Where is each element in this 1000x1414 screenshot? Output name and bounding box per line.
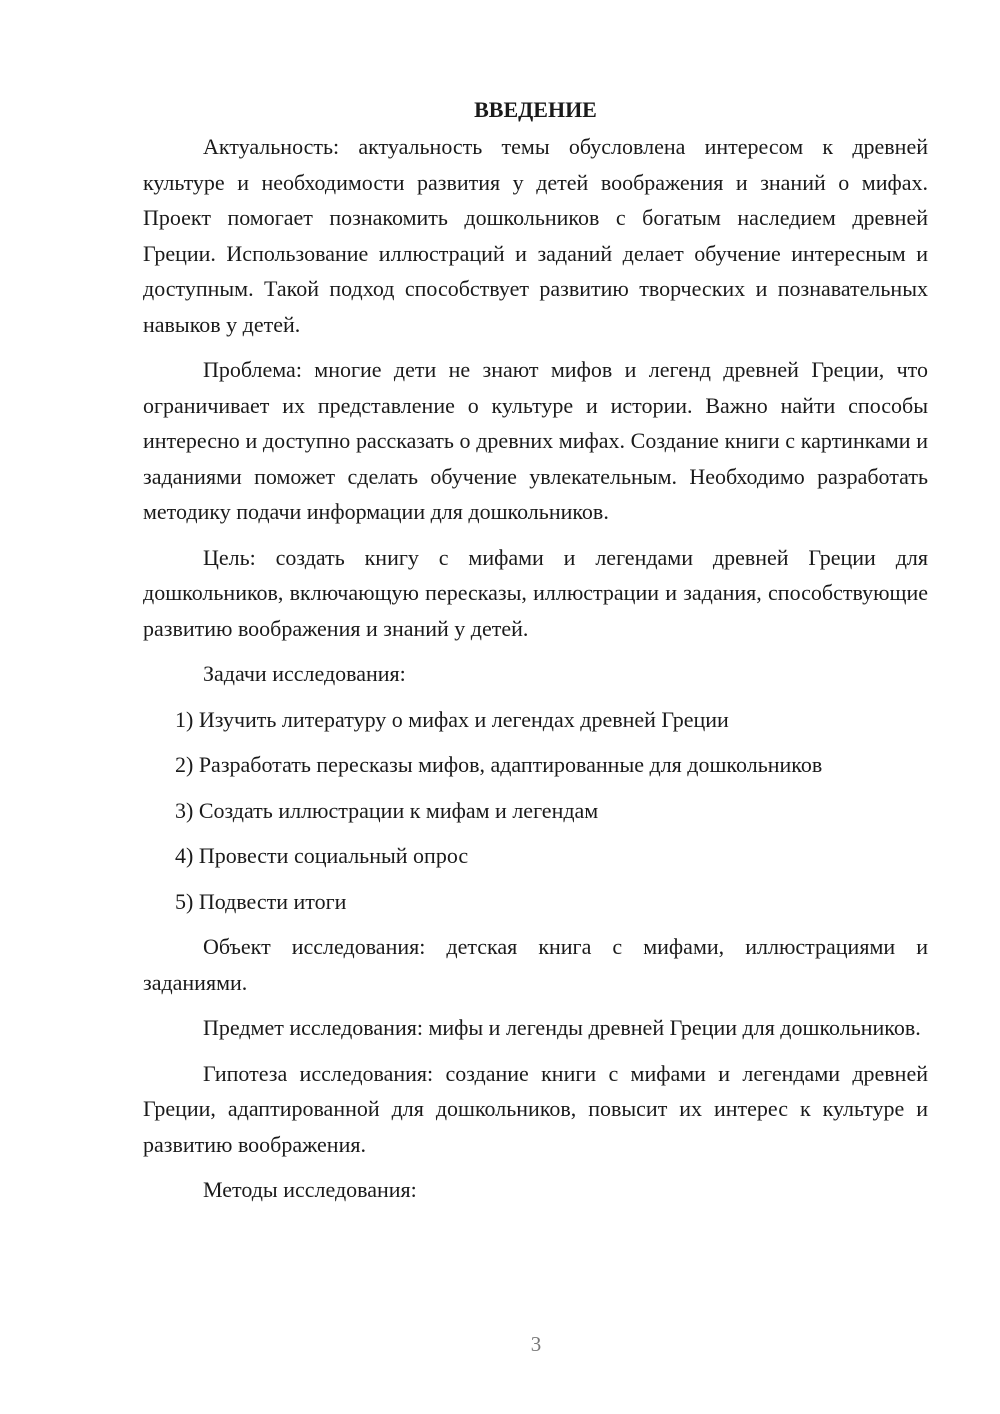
- relevance-paragraph: Актуальность: актуальность темы обусловлена интересом к древней культуре и необходимости развития у детей воображения и знаний о мифах. Проект помогает познакомить дошкольников с богатым наследием древней Греции. Использование иллюстраций и заданий делает обучение интересным и доступным. Такой подход способствует развитию творческих и познавательных навыков у детей.: [143, 134, 928, 337]
- section-heading: ВВЕДЕНИЕ: [474, 97, 597, 122]
- hypothesis-paragraph: Гипотеза исследования: создание книги с мифами и легендами древней Греции, адаптированной для дошкольников, повысит их интерес к культуре и развитию воображения.: [143, 1060, 928, 1157]
- task-item: 3) Создать иллюстрации к мифам и легендам: [175, 797, 599, 823]
- task-item: 4) Провести социальный опрос: [175, 843, 469, 868]
- task-item: 1) Изучить литературу о мифах и легендах древней Греции: [175, 706, 729, 732]
- methods-label: Методы исследования:: [203, 1177, 417, 1202]
- problem-paragraph: Проблема: многие дети не знают мифов и легенд древней Греции, что ограничивает их представление о культуре и истории. Важно найти способы интересно и доступно рассказать о древних мифах. Создание книги с картинками и заданиями поможет сделать обучение увлекательным. Необходимо разработать методику подачи информации для дошкольников.: [143, 357, 928, 524]
- page-number: 3: [530, 1332, 542, 1356]
- task-item: 2) Разработать пересказы мифов, адаптированные для дошкольников: [175, 752, 823, 777]
- tasks-list: [143, 702, 928, 920]
- goal-paragraph: Цель: создать книгу с мифами и легендами древней Греции для дошкольников, включающую пересказы, иллюстрации и задания, способствующие развитию воображения и знаний у детей.: [143, 544, 928, 641]
- document-page: [143, 92, 928, 1218]
- subject-paragraph: Предмет исследования: мифы и легенды древней Греции для дошкольников.: [203, 1015, 921, 1040]
- object-paragraph: Объект исследования: детская книга с мифами, иллюстрациями и заданиями.: [143, 934, 928, 995]
- tasks-label: Задачи исследования:: [203, 661, 406, 686]
- task-item: 5) Подвести итоги: [175, 888, 347, 914]
